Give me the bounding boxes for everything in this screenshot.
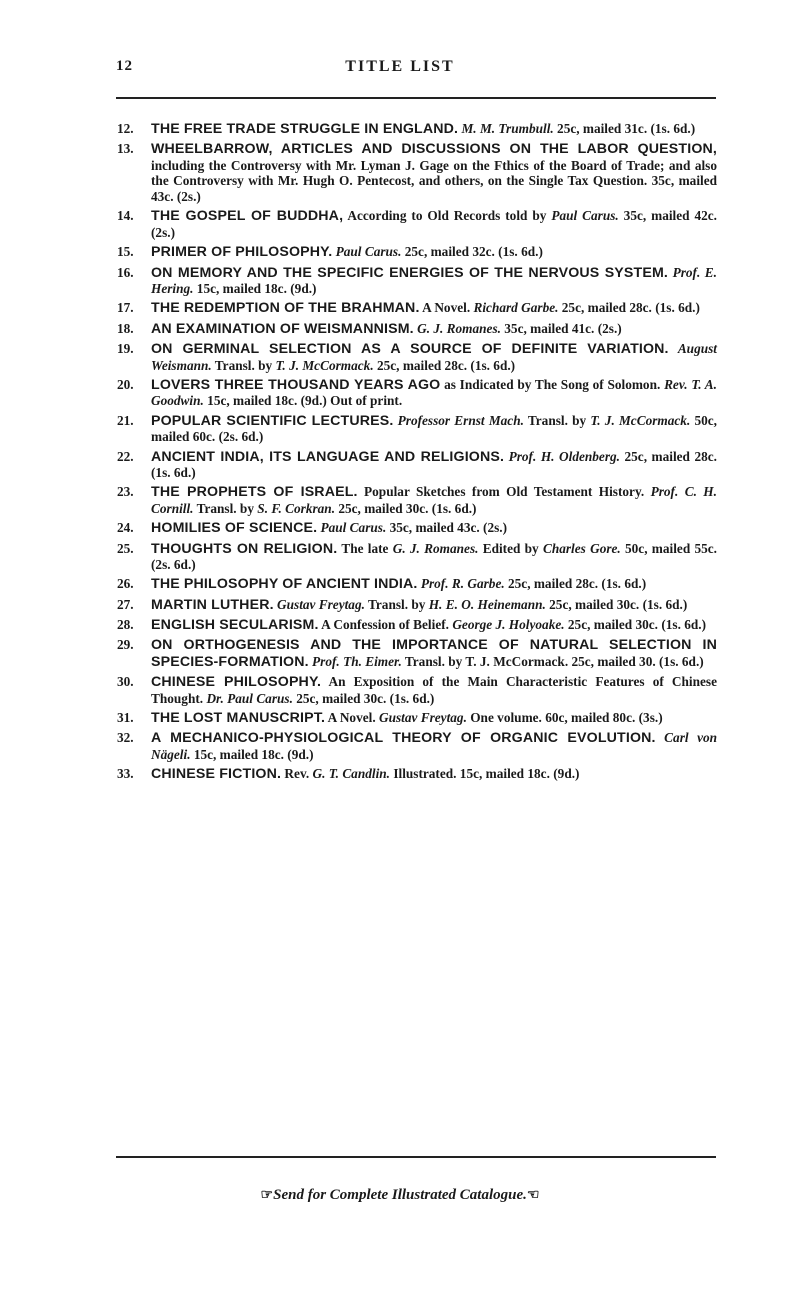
entry-description: The late <box>337 540 393 556</box>
title-list <box>117 121 717 787</box>
entry-number: 24. <box>117 520 134 536</box>
entry-title: LOVERS THREE THOUSAND YEARS AGO <box>151 376 441 393</box>
entry-number: 29. <box>117 637 134 653</box>
entry-number: 22. <box>117 448 134 464</box>
pointing-hand-right-icon: ☞ <box>260 1188 274 1203</box>
entry-title: THE PROPHETS OF ISRAEL. <box>151 484 358 501</box>
entry-description: Transl. by <box>523 412 591 428</box>
entry-author: M. M. Trumbull. <box>461 121 554 136</box>
entry-number: 18. <box>117 320 134 336</box>
entry-number: 27. <box>117 596 134 612</box>
entry-author: Professor Ernst Mach. <box>397 412 524 428</box>
list-item <box>117 674 717 706</box>
entry-author: H. E. O. Heinemann. <box>428 596 546 612</box>
entry-title: CHINESE PHILOSOPHY. <box>151 674 322 691</box>
entry-description: 15c, mailed 18c. (9d.) Out of print. <box>203 393 403 409</box>
catalogue-note-text: Send for Complete Illustrated Catalogue. <box>273 1187 527 1203</box>
entry-number: 25. <box>117 540 134 556</box>
entry-number: 14. <box>117 208 134 224</box>
page-number: 12 <box>116 58 133 74</box>
entry-description: 50c, mailed 60c. (2s. 6d.) <box>151 412 718 445</box>
entry-author: Dr. Paul Carus. <box>206 690 293 706</box>
entry-number: 13. <box>117 141 134 157</box>
list-item <box>117 300 717 317</box>
list-item <box>117 321 717 338</box>
catalogue-note <box>0 1187 800 1204</box>
pointing-hand-left-icon: ☜ <box>526 1188 540 1203</box>
entry-number: 23. <box>117 484 134 500</box>
entry-author: Gustav Freytag. <box>378 710 467 726</box>
entry-author: G. J. Romanes. <box>392 540 479 556</box>
list-item <box>117 730 717 762</box>
entry-number: 26. <box>117 576 134 592</box>
entry-description: 35c, mailed 42c. (2s.) <box>151 208 717 240</box>
entry-description: Transl. by <box>193 501 258 517</box>
entry-description: According to Old Records told by <box>343 208 552 224</box>
list-item <box>117 766 717 783</box>
entry-description: as Indicated by The Song of Solomon. <box>440 376 665 392</box>
entry-title: ENGLISH SECULARISM. <box>151 617 319 634</box>
entry-description: 50c, mailed 55c. (2s. 6d.) <box>151 540 717 573</box>
entry-number: 17. <box>117 300 134 316</box>
entry-description: 25c, mailed 30c. (1s. 6d.) <box>292 690 435 706</box>
list-item <box>117 121 717 138</box>
entry-author: Richard Garbe. <box>473 300 559 316</box>
entry-description: 25c, mailed 28c. (1s. 6d.) <box>558 300 700 316</box>
entry-author: G. T. Candlin. <box>312 766 390 782</box>
entry-number: 15. <box>117 244 134 260</box>
entry-author: August Weismann. <box>151 340 717 373</box>
bottom-rule <box>116 1156 716 1158</box>
entry-author: Prof. Th. Eimer. <box>312 653 402 669</box>
entry-title: CHINESE FICTION. <box>151 766 282 783</box>
list-item <box>117 520 717 537</box>
entry-description: 25c, mailed 31c. (1s. 6d.) <box>553 121 696 136</box>
entry-description: 35c, mailed 41c. (2s.) <box>500 320 622 336</box>
page-title: TITLE LIST <box>345 58 455 75</box>
entry-description: 15c, mailed 18c. (9d.) <box>190 746 314 762</box>
entry-number: 31. <box>117 710 134 726</box>
entry-author: Prof. H. Oldenberg. <box>508 448 620 464</box>
list-item <box>117 617 717 634</box>
entry-number: 12. <box>117 121 134 136</box>
entry-author: G. J. Romanes. <box>417 320 501 336</box>
entry-number: 30. <box>117 674 134 690</box>
entry-description: Popular Sketches from Old Testament History. <box>357 484 651 500</box>
entry-number: 32. <box>117 730 134 746</box>
entry-title: A MECHANICO-PHYSIOLOGICAL THEORY OF ORGANIC EVOLUTION. <box>151 730 656 747</box>
entry-number: 16. <box>117 264 134 280</box>
entry-description <box>669 341 678 356</box>
entry-title: THE LOST MANUSCRIPT. <box>151 710 326 727</box>
list-item <box>117 341 717 373</box>
entry-description: Transl. by <box>364 596 429 612</box>
entry-number: 19. <box>117 340 134 356</box>
list-item <box>117 413 717 445</box>
entry-number: 20. <box>117 376 134 392</box>
list-item <box>117 449 717 481</box>
entry-description: Transl. by <box>211 357 276 373</box>
list-item <box>117 541 717 573</box>
entry-description: 25c, mailed 30c. (1s. 6d.) <box>564 617 707 633</box>
entry-number: 21. <box>117 412 134 428</box>
entry-description: Illustrated. 15c, mailed 18c. (9d.) <box>390 766 580 782</box>
entry-author: Gustav Freytag. <box>277 596 365 612</box>
list-item <box>117 484 717 516</box>
entry-author: Prof. E. Hering. <box>151 264 718 297</box>
entry-number: 28. <box>117 617 134 633</box>
entry-description: 25c, mailed 28c. (1s. 6d.) <box>504 576 647 592</box>
entry-author: George J. Holyoake. <box>452 617 565 633</box>
entry-description: 25c, mailed 32c. (1s. 6d.) <box>401 244 543 260</box>
entry-description: 25c, mailed 30c. (1s. 6d.) <box>335 501 477 517</box>
entry-description: Transl. by T. J. McCormack. 25c, mailed 30. (1s. 6d.) <box>401 653 704 669</box>
entry-title: MARTIN LUTHER. <box>151 596 274 613</box>
entry-description: A Confession of Belief. <box>318 617 453 633</box>
list-item <box>117 597 717 614</box>
list-item <box>117 265 717 297</box>
entry-title: ON GERMINAL SELECTION AS A SOURCE OF DEFINITE VARIATION. <box>151 340 669 357</box>
entry-title: HOMILIES OF SCIENCE. <box>151 520 318 537</box>
entry-title: ON MEMORY AND THE SPECIFIC ENERGIES OF THE NERVOUS SYSTEM. <box>151 264 669 281</box>
entry-description: 15c, mailed 18c. (9d.) <box>193 281 317 297</box>
entry-description: Edited by <box>478 540 543 556</box>
entry-title: ANCIENT INDIA, ITS LANGUAGE AND RELIGIONS. <box>151 448 505 465</box>
entry-author: T. J. McCormack. <box>275 357 374 373</box>
list-item <box>117 377 717 409</box>
entry-title: THE FREE TRADE STRUGGLE IN ENGLAND. <box>151 121 459 137</box>
entry-description: including the Controversy with Mr. Lyman J. Gage on the Fthics of the Board of Trade; and also the Controversy with Mr. Hugh O. Pentecost, and others, on the Single Tax Question. 35c, mailed 43c. (2s.) <box>151 157 717 205</box>
entry-author: Prof. C. H. Cornill. <box>151 484 717 517</box>
list-item <box>117 710 717 727</box>
entry-author: Rev. T. A. Goodwin. <box>151 376 717 409</box>
entry-description: 25c, mailed 28c. (1s. 6d.) <box>151 448 717 481</box>
entry-title: THE REDEMPTION OF THE BRAHMAN. <box>151 300 420 317</box>
entry-description: Rev. <box>281 766 313 782</box>
entry-title: THE GOSPEL OF BUDDHA, <box>151 208 344 225</box>
entry-description: A Novel. <box>325 710 379 726</box>
entry-description: A Novel. <box>419 300 474 316</box>
entry-title: THE PHILOSOPHY OF ANCIENT INDIA. <box>151 576 418 593</box>
entry-description <box>656 730 665 745</box>
entry-description: One volume. 60c, mailed 80c. (3s.) <box>466 710 663 726</box>
entry-description: An Exposition of the Main Characteristic Features of Chinese Thought. <box>151 674 717 706</box>
entry-title: POPULAR SCIENTIFIC LECTURES. <box>151 412 394 429</box>
list-item <box>117 208 717 240</box>
entry-title: PRIMER OF PHILOSOPHY. <box>151 244 333 261</box>
list-item <box>117 576 717 593</box>
entry-description: 25c, mailed 28c. (1s. 6d.) <box>373 357 516 373</box>
entry-description: 25c, mailed 30c. (1s. 6d.) <box>545 596 688 612</box>
entry-title: AN EXAMINATION OF WEISMANNISM. <box>151 320 414 337</box>
entry-author: Paul Carus. <box>320 520 387 536</box>
list-item <box>117 637 717 670</box>
entry-author: Prof. R. Garbe. <box>420 576 505 592</box>
entry-title: WHEELBARROW, ARTICLES AND DISCUSSIONS ON THE LABOR QUESTION, <box>151 141 717 158</box>
entry-author: Paul Carus. <box>551 208 619 224</box>
entry-author: Paul Carus. <box>335 244 402 260</box>
page-header <box>0 58 800 82</box>
entry-number: 33. <box>117 766 134 782</box>
entry-author: Charles Gore. <box>542 540 621 556</box>
entry-author: T. J. McCormack. <box>590 412 691 428</box>
entry-title: THOUGHTS ON RELIGION. <box>151 540 338 557</box>
top-rule <box>116 97 716 99</box>
entry-author: Carl von Nägeli. <box>151 730 718 762</box>
list-item <box>117 141 717 204</box>
entry-description: 35c, mailed 43c. (2s.) <box>386 520 508 536</box>
list-item <box>117 244 717 261</box>
entry-author: S. F. Corkran. <box>257 501 336 517</box>
entry-title: ON ORTHOGENESIS AND THE IMPORTANCE OF NATURAL SELECTION IN SPECIES-FORMATION. <box>151 637 717 670</box>
